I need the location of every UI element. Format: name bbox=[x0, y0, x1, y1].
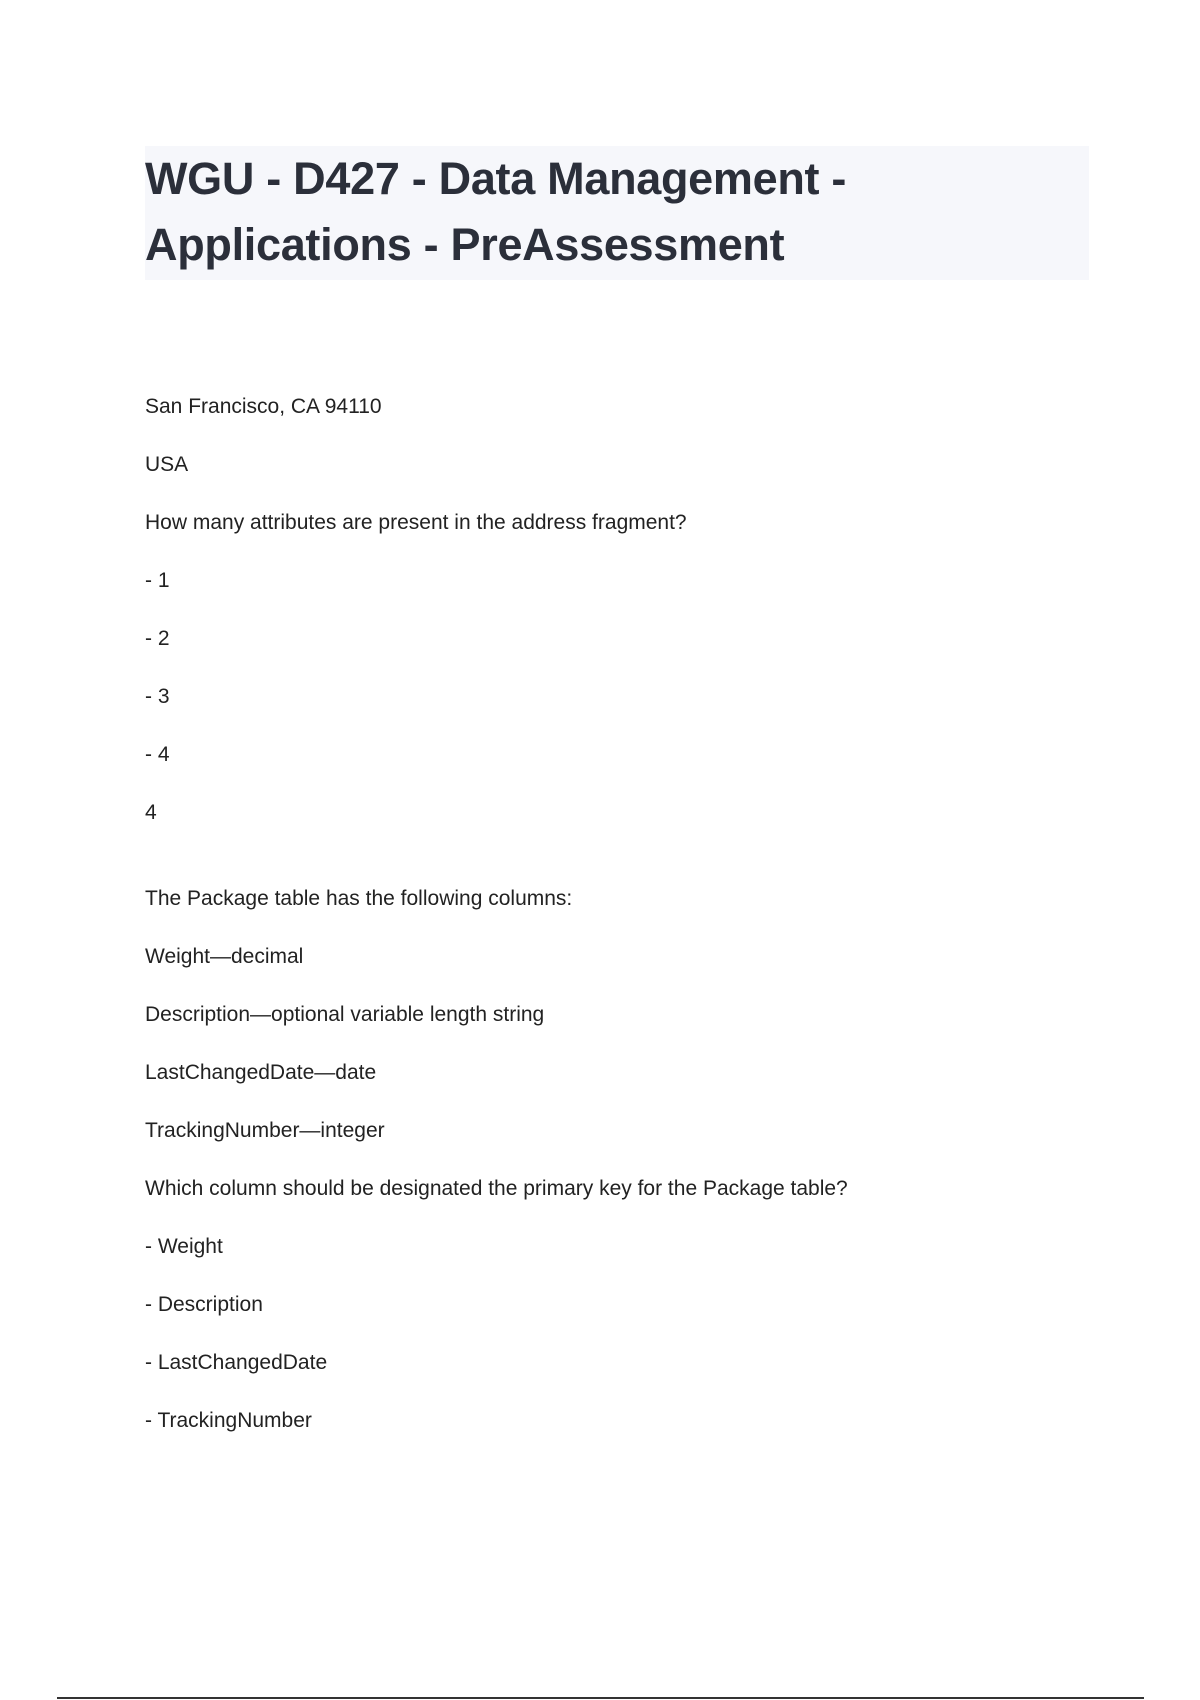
question-1-prompt: How many attributes are present in the address fragment? bbox=[145, 511, 687, 534]
page-title-line-2: Applications - PreAssessment bbox=[145, 219, 785, 270]
title-banner bbox=[145, 146, 1089, 280]
address-country-line: USA bbox=[145, 453, 189, 476]
question-1-option: - 1 bbox=[145, 569, 170, 592]
section-gap bbox=[145, 859, 1089, 887]
column-definition: LastChangedDate—date bbox=[145, 1061, 377, 1084]
question-2-prompt: Which column should be designated the primary key for the Package table? bbox=[145, 1177, 848, 1200]
footer-divider bbox=[57, 1697, 1144, 1699]
column-definition: Weight—decimal bbox=[145, 945, 304, 968]
question-1-option: - 3 bbox=[145, 685, 170, 708]
column-definition: TrackingNumber—integer bbox=[145, 1119, 385, 1142]
question-2-option: - LastChangedDate bbox=[145, 1351, 328, 1374]
column-definition: Description—optional variable length string bbox=[145, 1003, 545, 1026]
question-1-option: - 2 bbox=[145, 627, 170, 650]
address-city-line: San Francisco, CA 94110 bbox=[145, 395, 382, 418]
question-2-option: - Weight bbox=[145, 1235, 223, 1258]
page-title bbox=[145, 146, 1089, 278]
question-2-option: - TrackingNumber bbox=[145, 1409, 312, 1432]
question-2-option: - Description bbox=[145, 1293, 263, 1316]
page-title-line-1: WGU - D427 - Data Management - bbox=[145, 153, 847, 204]
document-body bbox=[145, 395, 1089, 1467]
question-1-answer: 4 bbox=[145, 801, 157, 824]
question-1-option: - 4 bbox=[145, 743, 170, 766]
question-2-intro: The Package table has the following columns: bbox=[145, 887, 573, 910]
